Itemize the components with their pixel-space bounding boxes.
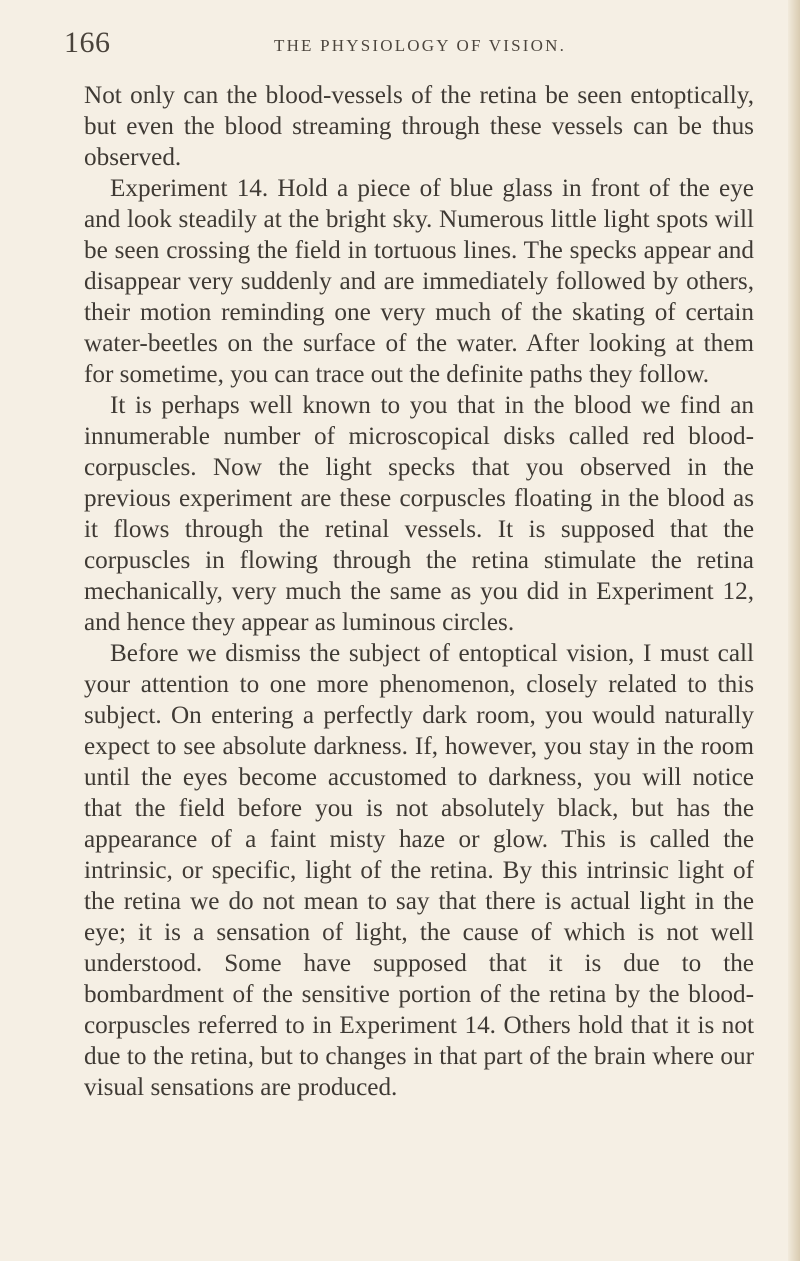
paragraph-1: Not only can the blood-vessels of the retina be seen entoptically, but even the blood streaming through these vessels can be thus observed.	[84, 82, 754, 171]
body-text	[84, 80, 754, 1103]
page-number: 166	[64, 26, 111, 59]
paragraph-3: It is perhaps well known to you that in the blood we find an innumerable number of microscopical disks called red blood-corpuscles. Now the light specks that you observed in the previous experiment are these corpuscles floating in the blood as it flows through the retinal vessels. It is supposed that the corpuscles in flowing through the retina stimulate the retina mechanically, very much the same as you did in Experiment 12, and hence they appear as luminous circles.	[84, 392, 754, 636]
page-header	[64, 26, 754, 60]
paragraph-4: Before we dismiss the subject of entoptical vision, I must call your attention to one more phenomenon, closely related to this subject. On entering a perfectly dark room, you would naturally expect to see absolute darkness. If, however, you stay in the room until the eyes become accustomed to darkness, you will notice that the field before you is not absolutely black, but has the appearance of a faint misty haze or glow. This is called the intrinsic, or specific, light of the retina. By this intrinsic light of the retina we do not mean to say that there is actual light in the eye; it is a sensation of light, the cause of which is not well understood. Some have supposed that it is due to the bombardment of the sensitive portion of the retina by the blood-corpuscles referred to in Experiment 14. Others hold that it is not due to the retina, but to changes in that part of the brain where our visual sensations are produced.	[84, 640, 754, 1101]
running-head: THE PHYSIOLOGY OF VISION.	[274, 36, 567, 55]
page-edge-shadow	[788, 0, 800, 1261]
paragraph-2: Experiment 14. Hold a piece of blue glass in front of the eye and look steadily at the bright sky. Numerous little light spots will be seen crossing the field in tortuous lines. The specks appear and disappear very suddenly and are immediately followed by others, their motion reminding one very much of the skating of certain water-beetles on the surface of the water. After looking at them for sometime, you can trace out the definite paths they follow.	[84, 175, 754, 388]
